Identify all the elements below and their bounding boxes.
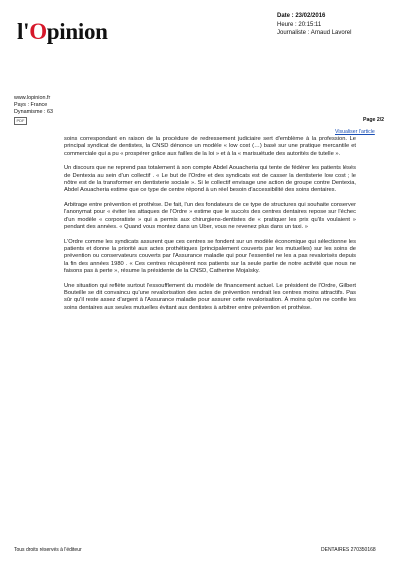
article-metadata bbox=[277, 12, 351, 38]
publication-logo: l'Opinion bbox=[17, 19, 108, 44]
paragraph: Une situation qui reflète surtout l'essoufflement du modèle de financement actuel. Le président de l'Ordre, Gilbert Bouteille se dit convaincu qu'une revalorisation des actes de prévention rendrait les centres moins attractifs. Pas sûr qu'il reste assez d'argent à l'Assurance maladie pour assurer cette revalorisation. À moins qu'on ne confie les soins dentaires aux seules mutuelles évitant aux dentistes à arbitrer entre prévention et prothèse. bbox=[64, 282, 356, 311]
view-article-link[interactable]: Visualiser l'article bbox=[335, 129, 375, 135]
source-dynamism: Dynamisme : 63 bbox=[14, 109, 53, 115]
paragraph: soins correspondant en raison de la procédure de redressement judiciaire sert d'emblème à la profession. Le principal syndicat de dentistes, la CNSD dénonce un modèle « low cost (…) basé sur une pratique mercantile et commerciale qui a pu « prospérer grâce aux failles de la loi » et à la « marisuétude des autorités de tutelle ». bbox=[64, 136, 356, 157]
pdf-icon: PDF bbox=[14, 117, 27, 125]
source-info bbox=[14, 95, 53, 116]
paragraph: Arbitrage entre prévention et prothèse. De fait, l'un des fondateurs de ce type de structures qui souhaite conserver l'anonymat pour « éviter les attaques de l'Ordre » estime que le succès des centres dentaires repose sur l'échec d'un modèle « corporatiste » qui a permis aux chirurgiens-dentistes de « pratiquer les prix qu'ils voulaient » pendant des années. « Quand vous montez dans un Uber, vous ne revenez plus dans un taxi. » bbox=[64, 202, 356, 230]
source-country: Pays : France bbox=[14, 102, 48, 108]
paragraph: Un discours que ne reprend pas totalement à son compte Abdel Aouacheria qui tente de fédérer les patients lésés de Dentexia au sein d'un collectif . « Le but de l'Ordre et des syndicats est de casser la dentisterie low cost ; le nôtre est de la transformer en dentisterie sociale ». Si le collectif envisage une action de groupe contre Dentexia, Abdel Aouacheria estime que ce type de centre répond à un réel besoin d'accessibilité des soins dentaires. bbox=[64, 165, 356, 194]
footer-reference: DENTAIRES 270350168 bbox=[321, 547, 376, 553]
article-body bbox=[64, 136, 356, 319]
journalist-line: Journaliste : Arnaud Lavorel bbox=[277, 30, 352, 36]
source-site: www.lopinion.fr bbox=[14, 95, 51, 101]
time-line: Heure : 20:15:11 bbox=[277, 21, 322, 28]
date-line: Date : 23/02/2016 bbox=[277, 13, 326, 19]
paragraph: L'Ordre comme les syndicats assurent que ces centres se fondent sur un modèle économique qui sélectionne les patients et donne la priorité aux actes prothétiques (principalement couverts par les mutuelles) sur les soins de prévention ou conservateurs couverts par l'Assurance maladie qui pour l'essentiel ne les a pas revalorisés depuis la fin des années 1980 . « Ces centres récupèrent nos patients sur la seule partie de notre activité que nous ne faisons pas à perte », résume la présidente de la CNSD, Catherine Mojaïsky. bbox=[64, 238, 356, 274]
footer-rights: Tous droits réservés à l'éditeur bbox=[14, 547, 82, 553]
page-number: Page 2/2 bbox=[363, 117, 385, 123]
